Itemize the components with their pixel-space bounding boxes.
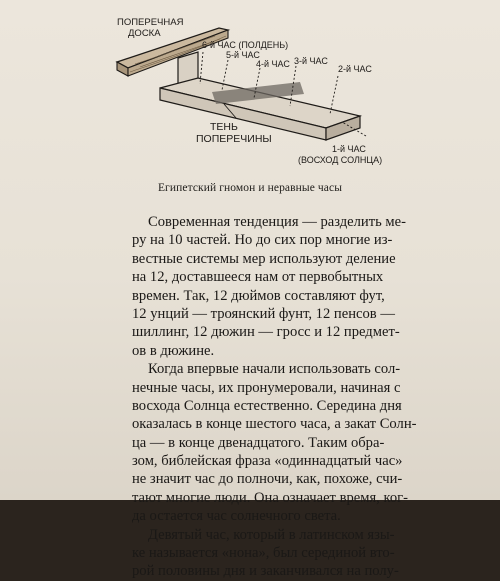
body-text <box>132 213 500 581</box>
text-line: 12 унций — троянский фунт, 12 пенсов — <box>132 305 395 322</box>
text-line: ца — в конце двенадцатого. Таким обра- <box>132 434 385 451</box>
text-line: времен. Так, 12 дюймов составляют фут, <box>132 287 385 304</box>
text-line: не значит час до полночи, как, похоже, счи- <box>132 471 403 488</box>
text-line: Девятый час, который в латинском язы- <box>148 526 395 543</box>
text-line: зом, библейская фраза «одиннадцатый час» <box>132 453 403 470</box>
hour1-label-line1: 1-й ЧАС <box>332 144 366 154</box>
shadow-label-line2: ПОПЕРЕЧИНЫ <box>196 133 272 145</box>
text-line: на 12, доставшееся нам от первобытных <box>132 269 384 286</box>
text-line: нечные часы, их пронумеровали, начиная с <box>132 379 401 396</box>
hour3-label: 3-й ЧАС <box>294 56 328 66</box>
hour5-label: 5-й ЧАС <box>226 50 260 60</box>
hour6-label: 6-й ЧАС (ПОЛДЕНЬ) <box>202 40 289 50</box>
figure-caption: Египетский гномон и неравные часы <box>157 182 343 194</box>
hour2-label: 2-й ЧАС <box>338 64 372 74</box>
text-line: ру на 10 частей. Но до сих пор многие из- <box>132 232 393 249</box>
text-line: рой половины дня и заканчивался на полу- <box>132 563 399 580</box>
shadow-label-line1: ТЕНЬ <box>210 121 238 133</box>
text-line: да остается час солнечного света. <box>132 508 341 525</box>
gnomon-illustration <box>0 0 500 182</box>
text-line: восхода Солнца естественно. Середина дня <box>132 397 402 414</box>
text-line: Когда впервые начали использовать сол- <box>148 361 401 378</box>
board-label-line2: ДОСКА <box>128 28 161 39</box>
text-line: ов в дюжине. <box>132 342 215 359</box>
board-label-line1: ПОПЕРЕЧНАЯ <box>117 17 184 28</box>
text-line: ке называется «нона», был серединой вто- <box>132 545 395 562</box>
text-line: оказалась в конце шестого часа, а закат Солн- <box>132 416 417 433</box>
gnomon-drawing <box>0 0 500 182</box>
text-line: тают многие люди. Она означает время, ког- <box>132 489 408 506</box>
text-line: шиллинг, 12 дюжин — гросс и 12 предмет- <box>132 324 400 341</box>
hour4-label: 4-й ЧАС <box>256 59 290 69</box>
text-line: Современная тенденция — разделить ме- <box>148 214 406 230</box>
hour1-label-line2: (ВОСХОД СОЛНЦА) <box>298 155 383 165</box>
text-line: вестные системы мер используют деление <box>132 250 396 267</box>
